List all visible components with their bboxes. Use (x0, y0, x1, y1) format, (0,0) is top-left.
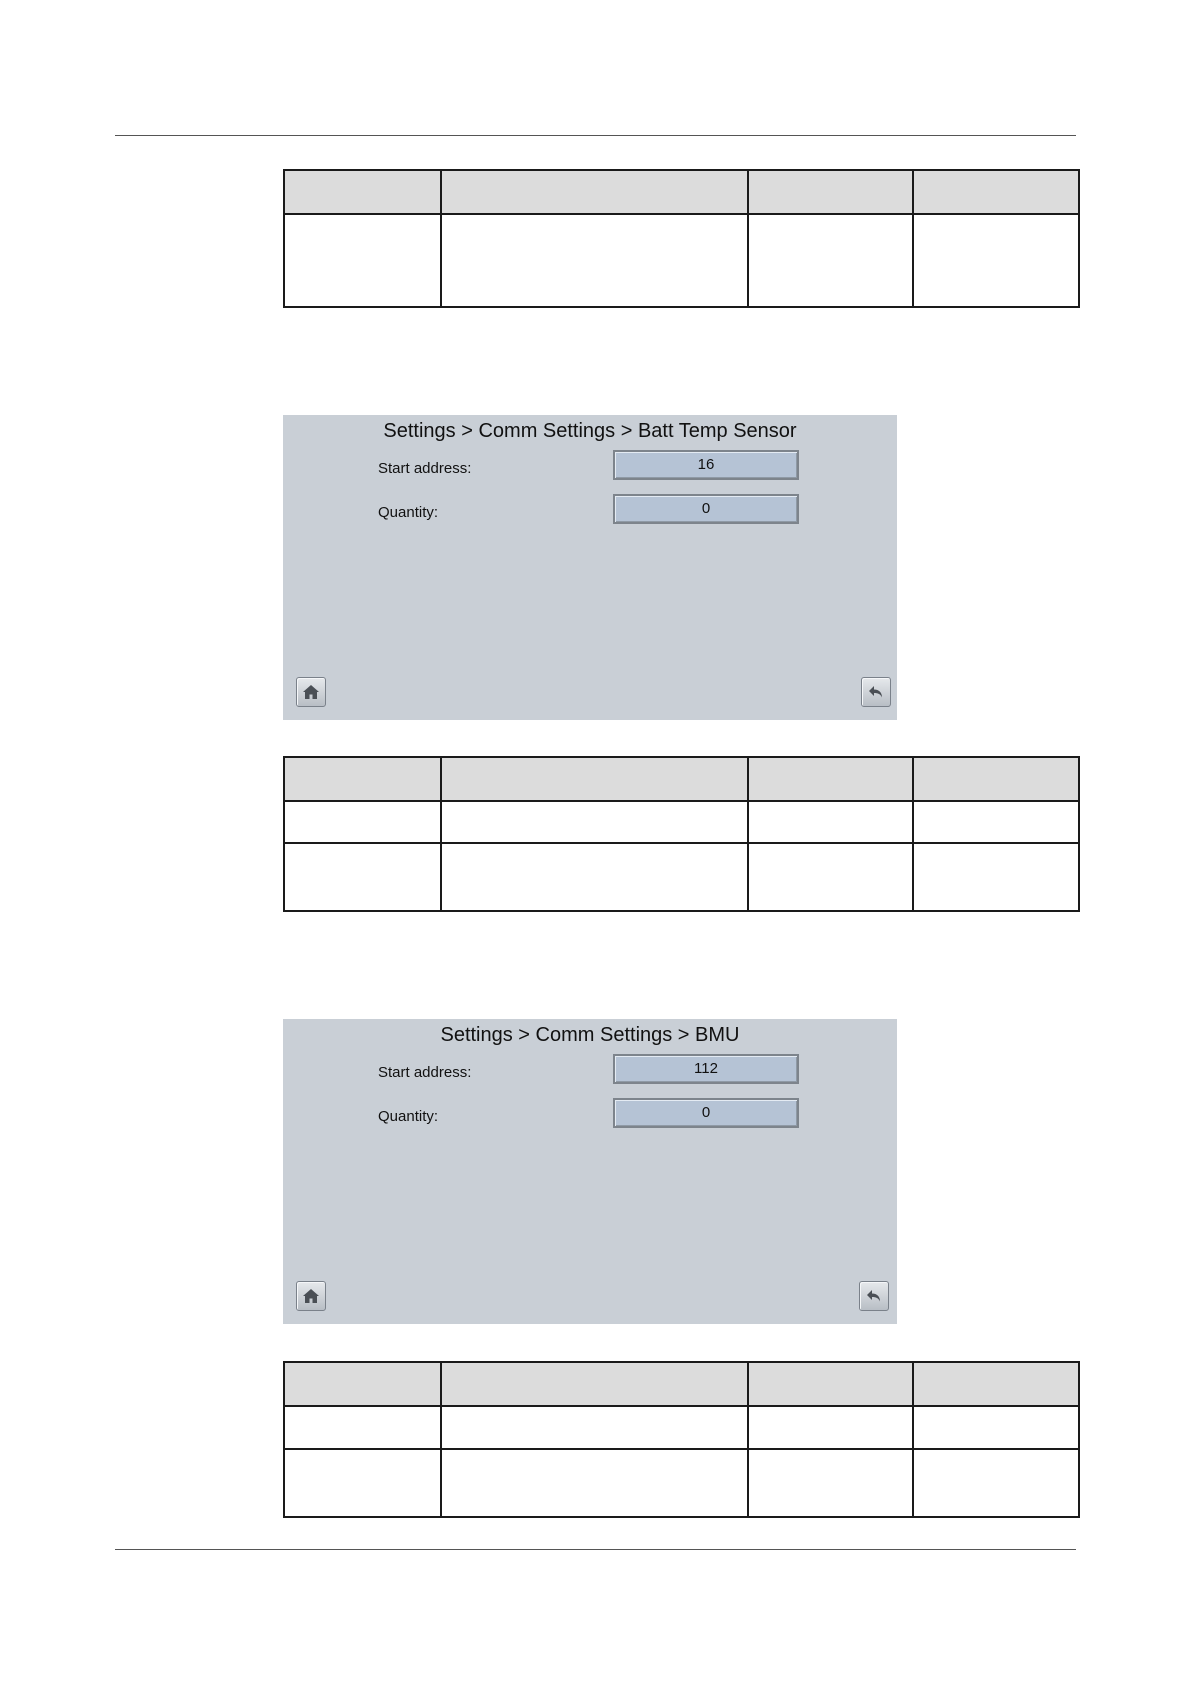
table-header-cell (748, 170, 913, 214)
table-row (284, 843, 1079, 911)
table-header-cell (913, 1362, 1079, 1406)
table-cell (913, 1449, 1079, 1517)
table-header-cell (284, 757, 441, 801)
table-header-cell (913, 757, 1079, 801)
batt-temp-sensor-screen (283, 415, 897, 720)
table-header-cell (284, 1362, 441, 1406)
home-icon (301, 1286, 321, 1306)
table-header-row (284, 170, 1079, 214)
back-button[interactable] (859, 1281, 889, 1311)
table-cell (284, 843, 441, 911)
table-header-cell (284, 170, 441, 214)
back-arrow-icon (866, 682, 886, 702)
table-row (284, 214, 1079, 307)
parameter-table-1 (283, 169, 1080, 308)
home-button[interactable] (296, 1281, 326, 1311)
table-header-cell (441, 1362, 748, 1406)
table-cell (441, 214, 748, 307)
table-cell (913, 214, 1079, 307)
home-icon (301, 682, 321, 702)
table-header-cell (748, 1362, 913, 1406)
table-header-row (284, 757, 1079, 801)
start-address-field[interactable]: 112 (613, 1054, 799, 1084)
table-cell (748, 1449, 913, 1517)
parameter-table-2 (283, 756, 1080, 912)
start-address-label: Start address: (378, 460, 472, 477)
back-button[interactable] (861, 677, 891, 707)
table-cell (441, 843, 748, 911)
table-cell (284, 1406, 441, 1449)
header-rule (115, 135, 1076, 136)
quantity-label: Quantity: (378, 504, 439, 521)
table-row (284, 1406, 1079, 1449)
start-address-label: Start address: (378, 1064, 472, 1081)
table-cell (748, 214, 913, 307)
table-row (284, 1449, 1079, 1517)
table-cell (913, 801, 1079, 843)
table-cell (284, 801, 441, 843)
start-address-field[interactable]: 16 (613, 450, 799, 480)
breadcrumb: Settings > Comm Settings > Batt Temp Sensor (383, 420, 797, 442)
table-cell (284, 214, 441, 307)
back-arrow-icon (864, 1286, 884, 1306)
home-button[interactable] (296, 677, 326, 707)
table-header-cell (748, 757, 913, 801)
table-cell (441, 1406, 748, 1449)
footer-rule (115, 1549, 1076, 1550)
table-header-cell (441, 170, 748, 214)
parameter-table-3 (283, 1361, 1080, 1518)
table-row (284, 801, 1079, 843)
table-cell (748, 1406, 913, 1449)
table-header-row (284, 1362, 1079, 1406)
breadcrumb: Settings > Comm Settings > BMU (440, 1024, 740, 1046)
table-cell (748, 843, 913, 911)
table-cell (913, 843, 1079, 911)
quantity-field[interactable]: 0 (613, 494, 799, 524)
quantity-label: Quantity: (378, 1108, 439, 1125)
table-cell (441, 801, 748, 843)
table-header-cell (441, 757, 748, 801)
table-cell (441, 1449, 748, 1517)
quantity-field[interactable]: 0 (613, 1098, 799, 1128)
table-header-cell (913, 170, 1079, 214)
table-cell (913, 1406, 1079, 1449)
table-cell (748, 801, 913, 843)
bmu-screen (283, 1019, 897, 1324)
table-cell (284, 1449, 441, 1517)
